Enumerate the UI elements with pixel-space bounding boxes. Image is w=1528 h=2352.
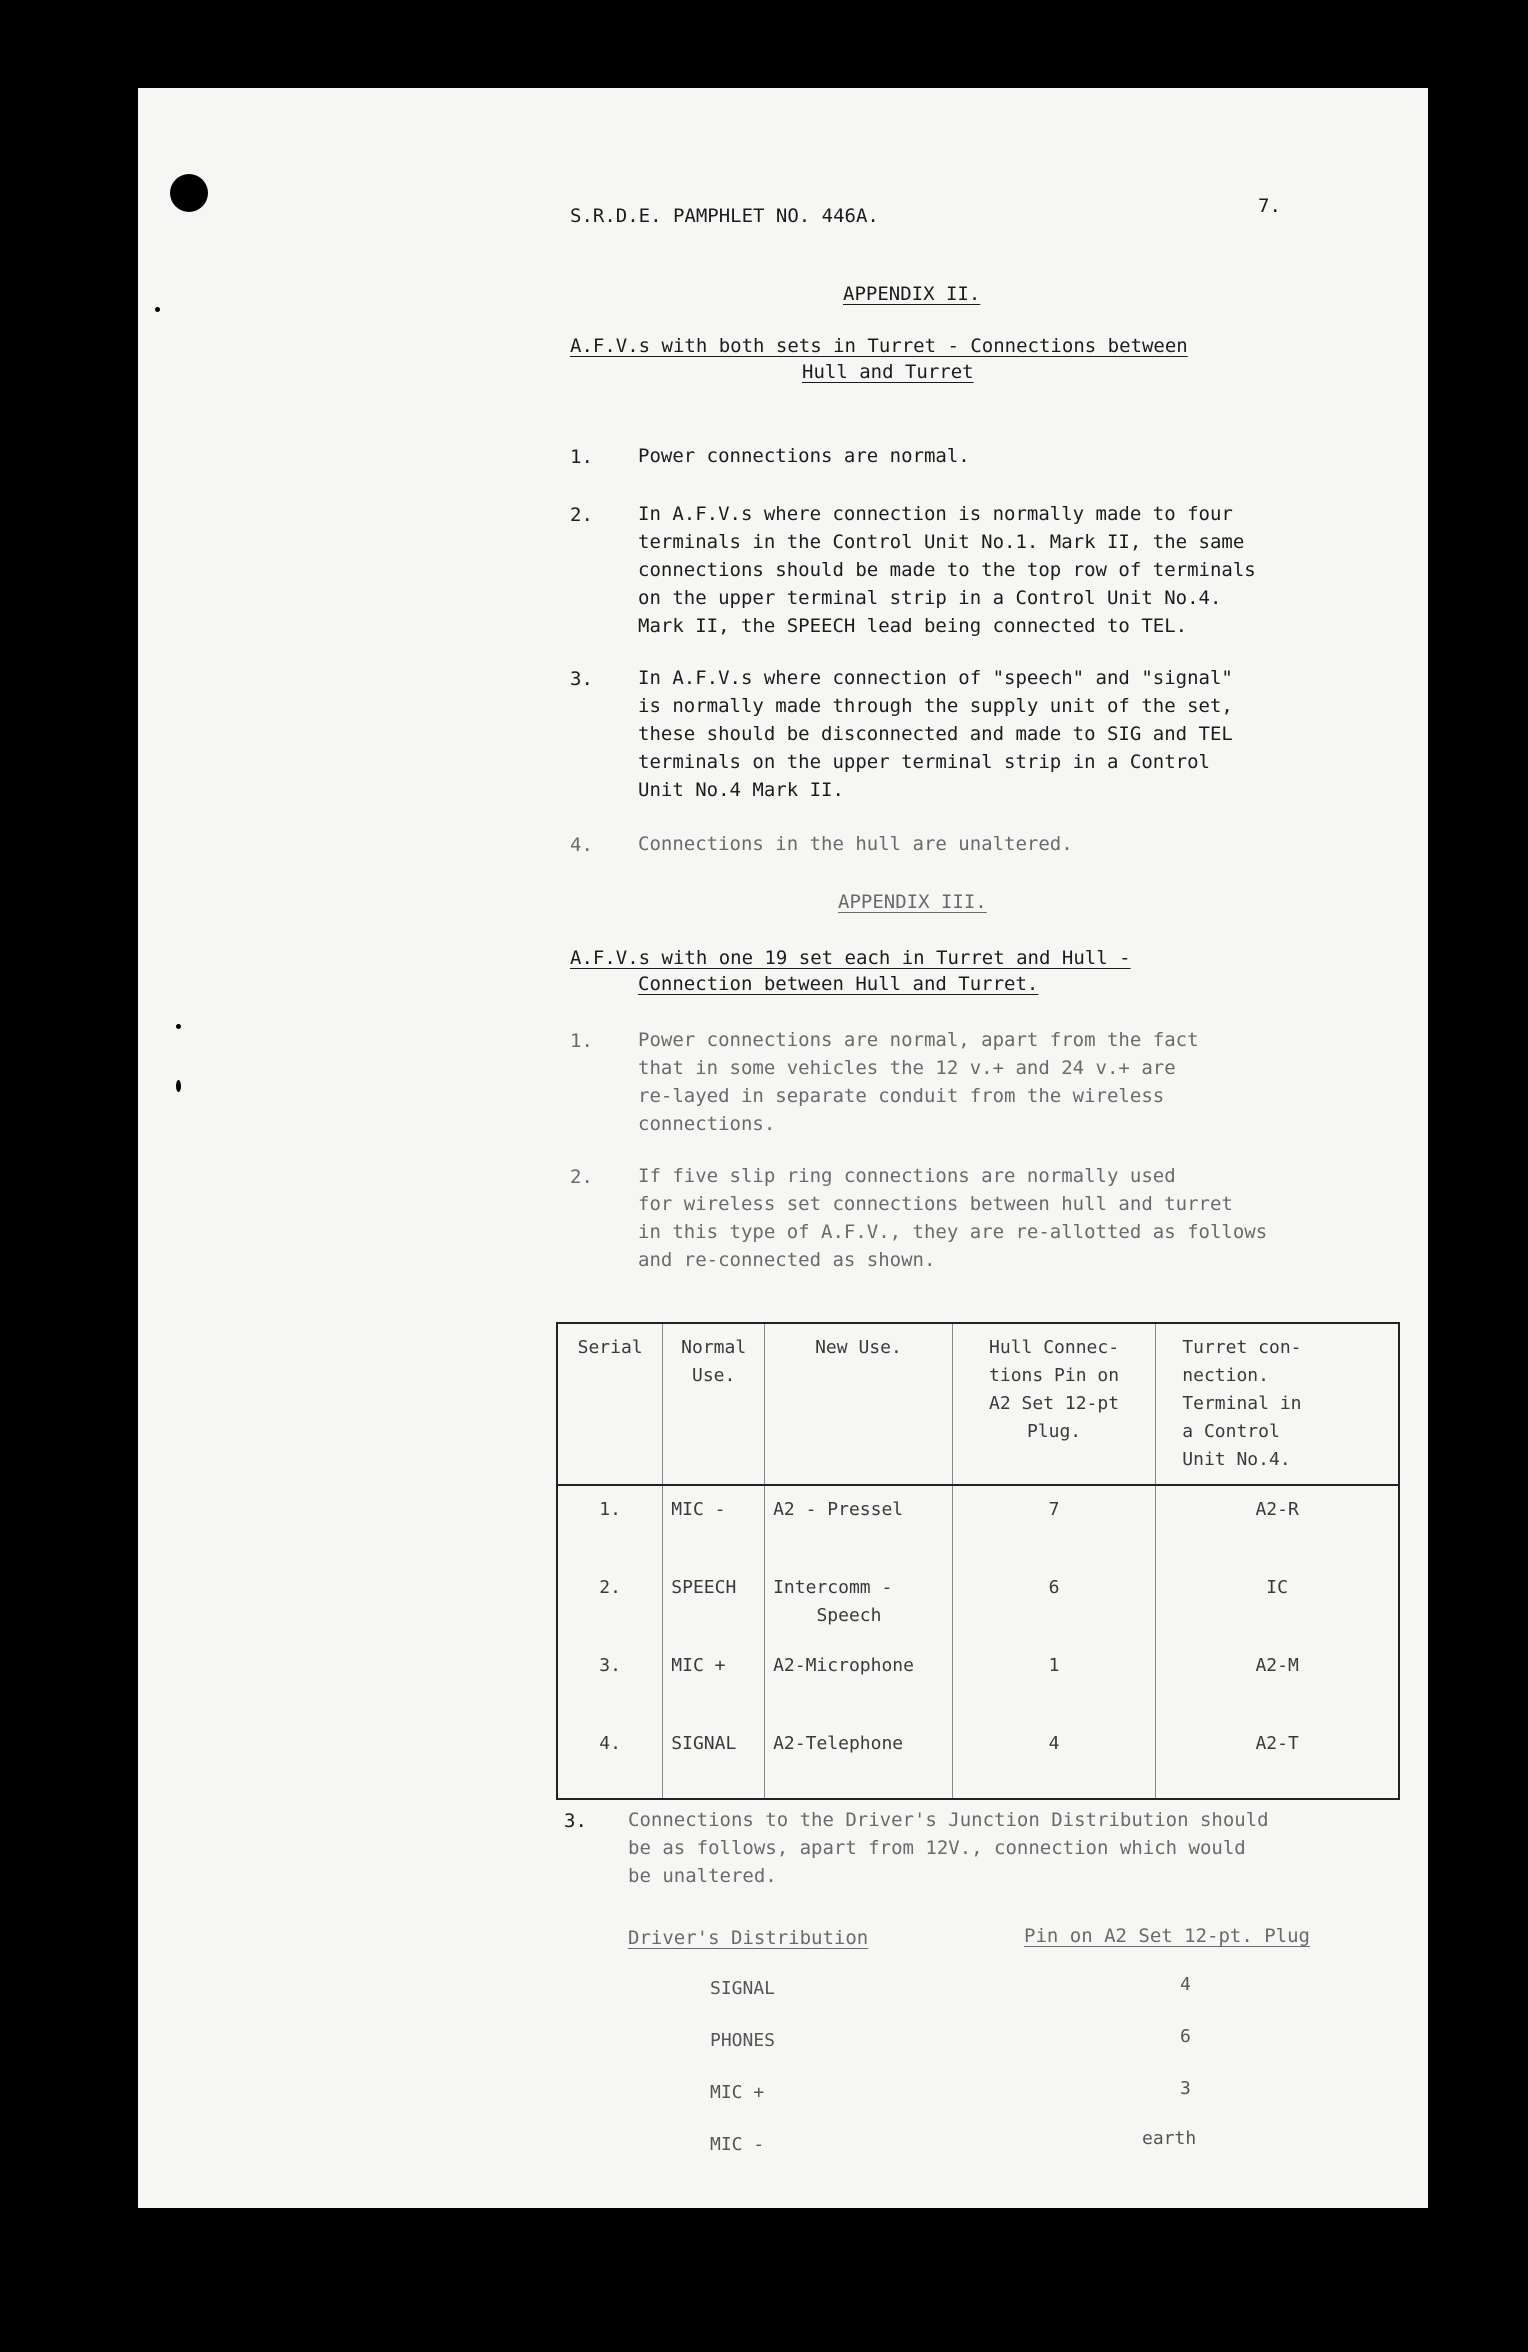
appendix-2-item-3: In A.F.V.s where connection of "speech" and "signal" is normally made through the supply unit of the set, these should be disconnected and made to SIG and TEL terminals on the upper terminal strip in a Control Unit No.4 Mark II. [638, 667, 1233, 801]
document-page [138, 88, 1428, 2208]
cell-hull-pin: 1 [952, 1642, 1155, 1720]
appendix-2-subtitle-line2: Hull and Turret [802, 361, 974, 383]
distribution-phones-pin: 6 [1180, 2026, 1191, 2047]
cell-turret-terminal: A2-M [1156, 1642, 1399, 1720]
column-header-normal-use: Normal Use. [663, 1323, 765, 1485]
distribution-col1-header: Driver's Distribution [628, 1927, 869, 1949]
item-number: 1. [570, 1030, 593, 1052]
distribution-phones-label: PHONES [710, 2030, 776, 2051]
cell-serial: 1. [599, 1499, 621, 1520]
cell-new-use: A2-Telephone [765, 1720, 953, 1799]
column-header-new-use: New Use. [765, 1323, 953, 1485]
punch-hole [170, 174, 208, 212]
appendix-3-item-3: Connections to the Driver's Junction Distribution should be as follows, apart from 12V., connection which would be unaltered. [628, 1809, 1269, 1887]
distribution-signal-pin: 4 [1180, 1974, 1191, 1995]
distribution-col2-header: Pin on A2 Set 12-pt. Plug [1024, 1925, 1310, 1947]
cell-serial: 2. [599, 1577, 621, 1598]
column-header-hull-connections: Hull Connec- tions Pin on A2 Set 12-pt Plug. [952, 1323, 1155, 1485]
appendix-2-subtitle-line1: A.F.V.s with both sets in Turret - Connections between [570, 335, 1188, 357]
cell-new-use: Intercomm - Speech [765, 1564, 953, 1642]
cell-new-use: A2-Microphone [765, 1642, 953, 1720]
table-header-row [557, 1323, 1399, 1485]
cell-serial: 3. [599, 1655, 621, 1676]
appendix-3-subtitle-line1: A.F.V.s with one 19 set each in Turret and Hull - [570, 947, 1131, 969]
cell-turret-terminal: IC [1156, 1564, 1399, 1642]
margin-mark [176, 1024, 181, 1029]
distribution-mic-minus-pin: earth [1142, 2128, 1197, 2149]
cell-hull-pin: 7 [952, 1485, 1155, 1564]
distribution-signal-label: SIGNAL [710, 1978, 776, 1999]
distribution-mic-plus-label: MIC + [710, 2082, 765, 2103]
cell-hull-pin: 4 [952, 1720, 1155, 1799]
item-number: 1. [570, 446, 593, 468]
column-header-serial: Serial [557, 1323, 663, 1485]
item-number: 3. [564, 1810, 587, 1832]
distribution-mic-plus-pin: 3 [1180, 2078, 1191, 2099]
slip-ring-connection-table [556, 1322, 1400, 1800]
table-row [557, 1720, 1399, 1799]
cell-normal-use: MIC + [663, 1642, 765, 1720]
appendix-2-item-2: In A.F.V.s where connection is normally made to four terminals in the Control Unit No.1. Mark II, the same connections should be made to the top row of terminals on the upper terminal strip in a Control Unit No.4. Mark II, the SPEECH lead being connected to TEL. [638, 503, 1256, 637]
table-row [557, 1485, 1399, 1564]
cell-turret-terminal: A2-T [1156, 1720, 1399, 1799]
document-reference: S.R.D.E. PAMPHLET NO. 446A. [570, 205, 879, 227]
appendix-3-subtitle-line2: Connection between Hull and Turret. [638, 973, 1039, 995]
appendix-3-title: APPENDIX III. [838, 891, 987, 913]
appendix-2-item-1: Power connections are normal. [638, 445, 970, 467]
cell-normal-use: SIGNAL [663, 1720, 765, 1799]
margin-mark [176, 1080, 181, 1092]
appendix-2-title: APPENDIX II. [843, 283, 981, 305]
table-row [557, 1642, 1399, 1720]
item-number: 4. [570, 834, 593, 856]
table-row [557, 1564, 1399, 1642]
item-number: 2. [570, 1166, 593, 1188]
page-number: 7. [1258, 195, 1281, 217]
cell-hull-pin: 6 [952, 1564, 1155, 1642]
cell-normal-use: SPEECH [663, 1564, 765, 1642]
column-header-turret-connection: Turret con- nection. Terminal in a Control Unit No.4. [1156, 1323, 1399, 1485]
cell-new-use: A2 - Pressel [765, 1485, 953, 1564]
appendix-3-item-1: Power connections are normal, apart from the fact that in some vehicles the 12 v.+ and 24 v.+ are re-layed in separate conduit from the wireless connections. [638, 1029, 1199, 1135]
distribution-mic-minus-label: MIC - [710, 2134, 765, 2155]
item-number: 3. [570, 668, 593, 690]
cell-serial: 4. [599, 1733, 621, 1754]
item-number: 2. [570, 504, 593, 526]
cell-normal-use: MIC - [663, 1485, 765, 1564]
appendix-2-item-4: Connections in the hull are unaltered. [638, 833, 1073, 855]
margin-mark [155, 307, 160, 312]
appendix-3-item-2: If five slip ring connections are normally used for wireless set connections between hull and turret in this type of A.F.V., they are re-allotted as follows and re-connected as shown. [638, 1165, 1268, 1271]
cell-turret-terminal: A2-R [1156, 1485, 1399, 1564]
